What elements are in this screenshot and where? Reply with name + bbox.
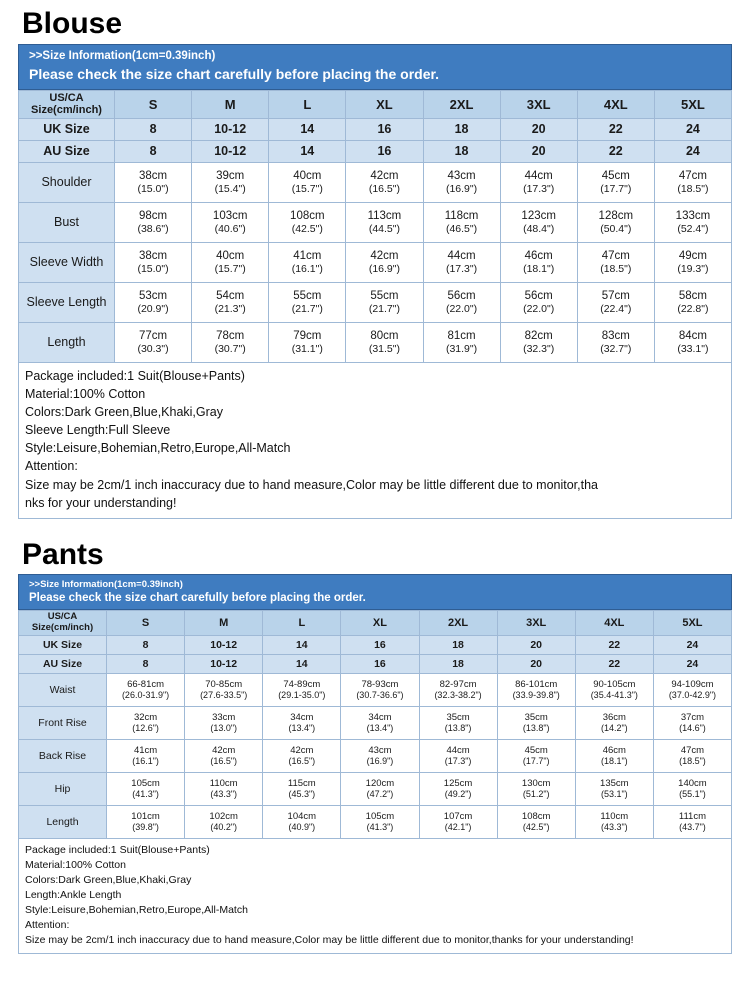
blouse-cell: 46cm (18.1") — [500, 242, 577, 282]
blouse-banner-notice: Please check the size chart carefully before placing the order. — [29, 65, 440, 82]
blouse-cell: 78cm (30.7") — [192, 322, 269, 362]
pants-row-label: Length — [19, 806, 107, 839]
pants-banner-notice: Please check the size chart carefully before placing the order. — [29, 592, 366, 605]
pants-cell: 43cm (16.9") — [341, 740, 419, 773]
blouse-cell: 56cm (22.0") — [500, 282, 577, 322]
blouse-row-label: Sleeve Width — [19, 242, 115, 282]
pants-cell: 42cm (16.5") — [263, 740, 341, 773]
blouse-row-label: Shoulder — [19, 162, 115, 202]
pants-cell: 94-109cm (37.0-42.9") — [653, 674, 731, 707]
pants-header-size: M — [185, 611, 263, 636]
pants-cell: 115cm (45.3") — [263, 773, 341, 806]
blouse-cell: 58cm (22.8") — [654, 282, 731, 322]
blouse-note-line: Material:100% Cotton — [25, 386, 146, 401]
blouse-cell: 54cm (21.3") — [192, 282, 269, 322]
blouse-cell: 38cm (15.0") — [115, 162, 192, 202]
blouse-cell: 44cm (17.3") — [423, 242, 500, 282]
pants-cell: 18 — [419, 636, 497, 655]
pants-cell: 110cm (43.3") — [185, 773, 263, 806]
blouse-cell: 44cm (17.3") — [500, 162, 577, 202]
blouse-note-line: Package included:1 Suit(Blouse+Pants) — [25, 368, 245, 383]
blouse-cell: 40cm (15.7") — [269, 162, 346, 202]
pants-cell: 46cm (18.1") — [575, 740, 653, 773]
blouse-cell: 24 — [654, 118, 731, 140]
pants-table-row — [19, 707, 732, 740]
pants-header-size-label: US/CA Size(cm/inch) — [19, 611, 107, 636]
pants-cell: 74-89cm (29.1-35.0") — [263, 674, 341, 707]
pants-note-line: Style:Leisure,Bohemian,Retro,Europe,All-Match — [25, 903, 248, 916]
blouse-cell: 123cm (48.4") — [500, 202, 577, 242]
blouse-cell: 49cm (19.3") — [654, 242, 731, 282]
pants-banner-info: >>Size Information(1cm=0.39inch) — [29, 579, 183, 591]
pants-cell: 24 — [653, 636, 731, 655]
blouse-header-size-label: US/CA Size(cm/inch) — [19, 90, 115, 118]
blouse-cell: 16 — [346, 140, 423, 162]
blouse-cell: 20 — [500, 118, 577, 140]
pants-cell: 107cm (42.1") — [419, 806, 497, 839]
pants-header-size: S — [107, 611, 185, 636]
blouse-note-line: Colors:Dark Green,Blue,Khaki,Gray — [25, 405, 223, 420]
blouse-header-size: 4XL — [577, 90, 654, 118]
pants-row-label: Front Rise — [19, 707, 107, 740]
blouse-section — [0, 44, 750, 519]
pants-cell: 10-12 — [185, 636, 263, 655]
pants-header-size: 4XL — [575, 611, 653, 636]
blouse-note-line: Sleeve Length:Full Sleeve — [25, 423, 171, 438]
blouse-row-label: UK Size — [19, 118, 115, 140]
pants-cell: 18 — [419, 655, 497, 674]
pants-notes — [18, 839, 732, 954]
blouse-banner — [18, 44, 732, 90]
pants-table-body — [19, 611, 732, 839]
blouse-table-row — [19, 162, 732, 202]
blouse-header-size: 3XL — [500, 90, 577, 118]
blouse-cell: 10-12 — [192, 140, 269, 162]
pants-cell: 20 — [497, 636, 575, 655]
blouse-cell: 108cm (42.5") — [269, 202, 346, 242]
blouse-table-row — [19, 282, 732, 322]
blouse-cell: 82cm (32.3") — [500, 322, 577, 362]
blouse-cell: 18 — [423, 118, 500, 140]
blouse-row-label: Sleeve Length — [19, 282, 115, 322]
pants-header-size: 3XL — [497, 611, 575, 636]
blouse-cell: 39cm (15.4") — [192, 162, 269, 202]
pants-row-label: AU Size — [19, 655, 107, 674]
pants-banner — [18, 574, 732, 610]
pants-cell: 8 — [107, 655, 185, 674]
pants-header-size: 2XL — [419, 611, 497, 636]
blouse-table-row — [19, 322, 732, 362]
pants-cell: 41cm (16.1") — [107, 740, 185, 773]
blouse-row-label: Bust — [19, 202, 115, 242]
pants-cell: 33cm (13.0") — [185, 707, 263, 740]
blouse-cell: 18 — [423, 140, 500, 162]
blouse-header-size: L — [269, 90, 346, 118]
blouse-cell: 22 — [577, 118, 654, 140]
pants-cell: 86-101cm (33.9-39.8") — [497, 674, 575, 707]
pants-cell: 10-12 — [185, 655, 263, 674]
blouse-header-size: S — [115, 90, 192, 118]
pants-cell: 44cm (17.3") — [419, 740, 497, 773]
blouse-cell: 43cm (16.9") — [423, 162, 500, 202]
pants-table-row — [19, 655, 732, 674]
pants-cell: 110cm (43.3") — [575, 806, 653, 839]
pants-cell: 82-97cm (32.3-38.2") — [419, 674, 497, 707]
pants-cell: 101cm (39.8") — [107, 806, 185, 839]
blouse-cell: 83cm (32.7") — [577, 322, 654, 362]
pants-cell: 16 — [341, 636, 419, 655]
blouse-cell: 113cm (44.5") — [346, 202, 423, 242]
blouse-cell: 133cm (52.4") — [654, 202, 731, 242]
pants-header-size: L — [263, 611, 341, 636]
blouse-cell: 24 — [654, 140, 731, 162]
pants-row-label: Hip — [19, 773, 107, 806]
blouse-cell: 22 — [577, 140, 654, 162]
pants-header-size: 5XL — [653, 611, 731, 636]
pants-table-row — [19, 773, 732, 806]
pants-cell: 20 — [497, 655, 575, 674]
pants-cell: 34cm (13.4") — [263, 707, 341, 740]
blouse-cell: 38cm (15.0") — [115, 242, 192, 282]
pants-cell: 35cm (13.8") — [419, 707, 497, 740]
pants-cell: 37cm (14.6") — [653, 707, 731, 740]
pants-title: Pants — [22, 537, 104, 571]
pants-cell: 105cm (41.3") — [107, 773, 185, 806]
blouse-cell: 45cm (17.7") — [577, 162, 654, 202]
pants-cell: 24 — [653, 655, 731, 674]
blouse-banner-info: >>Size Information(1cm=0.39inch) — [29, 49, 216, 62]
blouse-cell: 8 — [115, 118, 192, 140]
blouse-cell: 42cm (16.9") — [346, 242, 423, 282]
pants-cell: 108cm (42.5") — [497, 806, 575, 839]
pants-cell: 45cm (17.7") — [497, 740, 575, 773]
blouse-header-size: 5XL — [654, 90, 731, 118]
pants-cell: 70-85cm (27.6-33.5") — [185, 674, 263, 707]
blouse-note-line: Style:Leisure,Bohemian,Retro,Europe,All-Match — [25, 441, 291, 456]
pants-row-label: Back Rise — [19, 740, 107, 773]
pants-cell: 125cm (49.2") — [419, 773, 497, 806]
pants-cell: 14 — [263, 655, 341, 674]
pants-cell: 104cm (40.9") — [263, 806, 341, 839]
blouse-cell: 77cm (30.3") — [115, 322, 192, 362]
pants-table-row — [19, 740, 732, 773]
pants-cell: 14 — [263, 636, 341, 655]
pants-header-row — [19, 611, 732, 636]
pants-cell: 32cm (12.6") — [107, 707, 185, 740]
blouse-cell: 55cm (21.7") — [346, 282, 423, 322]
pants-cell: 22 — [575, 655, 653, 674]
blouse-cell: 81cm (31.9") — [423, 322, 500, 362]
blouse-cell: 10-12 — [192, 118, 269, 140]
pants-cell: 130cm (51.2") — [497, 773, 575, 806]
pants-cell: 22 — [575, 636, 653, 655]
blouse-size-table — [18, 90, 732, 363]
pants-table-row — [19, 636, 732, 655]
blouse-cell: 118cm (46.5") — [423, 202, 500, 242]
blouse-note-line: Attention: — [25, 459, 78, 474]
pants-cell: 120cm (47.2") — [341, 773, 419, 806]
pants-cell: 8 — [107, 636, 185, 655]
pants-header-size: XL — [341, 611, 419, 636]
pants-cell: 36cm (14.2") — [575, 707, 653, 740]
pants-note-line: Attention: — [25, 918, 70, 931]
blouse-header-size: M — [192, 90, 269, 118]
pants-note-line: Size may be 2cm/1 inch inaccuracy due to hand measure,Color may be little different due to monitor,thanks for your understanding! — [25, 933, 634, 946]
pants-note-line: Material:100% Cotton — [25, 859, 126, 872]
blouse-note-line: nks for your understanding! — [25, 495, 177, 510]
blouse-table-body — [19, 90, 732, 362]
blouse-cell: 40cm (15.7") — [192, 242, 269, 282]
blouse-cell: 103cm (40.6") — [192, 202, 269, 242]
pants-cell: 42cm (16.5") — [185, 740, 263, 773]
pants-row-label: UK Size — [19, 636, 107, 655]
blouse-cell: 16 — [346, 118, 423, 140]
pants-cell: 111cm (43.7") — [653, 806, 731, 839]
blouse-cell: 20 — [500, 140, 577, 162]
pants-cell: 78-93cm (30.7-36.6") — [341, 674, 419, 707]
blouse-cell: 79cm (31.1") — [269, 322, 346, 362]
pants-table-row — [19, 806, 732, 839]
pants-cell: 102cm (40.2") — [185, 806, 263, 839]
blouse-table-row — [19, 202, 732, 242]
blouse-cell: 47cm (18.5") — [577, 242, 654, 282]
pants-cell: 35cm (13.8") — [497, 707, 575, 740]
blouse-row-label: AU Size — [19, 140, 115, 162]
blouse-cell: 14 — [269, 118, 346, 140]
blouse-cell: 57cm (22.4") — [577, 282, 654, 322]
blouse-title: Blouse — [22, 7, 123, 40]
blouse-cell: 41cm (16.1") — [269, 242, 346, 282]
pants-cell: 135cm (53.1") — [575, 773, 653, 806]
blouse-table-row — [19, 242, 732, 282]
blouse-cell: 55cm (21.7") — [269, 282, 346, 322]
blouse-cell: 14 — [269, 140, 346, 162]
blouse-header-row — [19, 90, 732, 118]
pants-cell: 90-105cm (35.4-41.3") — [575, 674, 653, 707]
pants-note-line: Colors:Dark Green,Blue,Khaki,Gray — [25, 873, 192, 886]
pants-note-line: Package included:1 Suit(Blouse+Pants) — [25, 844, 210, 857]
blouse-cell: 80cm (31.5") — [346, 322, 423, 362]
blouse-notes — [18, 363, 732, 519]
blouse-header-size: 2XL — [423, 90, 500, 118]
pants-cell: 66-81cm (26.0-31.9") — [107, 674, 185, 707]
blouse-cell: 84cm (33.1") — [654, 322, 731, 362]
pants-cell: 140cm (55.1") — [653, 773, 731, 806]
blouse-table-row — [19, 140, 732, 162]
pants-cell: 105cm (41.3") — [341, 806, 419, 839]
blouse-cell: 128cm (50.4") — [577, 202, 654, 242]
pants-row-label: Waist — [19, 674, 107, 707]
blouse-cell: 47cm (18.5") — [654, 162, 731, 202]
blouse-cell: 98cm (38.6") — [115, 202, 192, 242]
pants-section — [0, 574, 750, 954]
pants-cell: 34cm (13.4") — [341, 707, 419, 740]
blouse-row-label: Length — [19, 322, 115, 362]
blouse-cell: 8 — [115, 140, 192, 162]
blouse-header-size: XL — [346, 90, 423, 118]
pants-cell: 16 — [341, 655, 419, 674]
blouse-note-line: Size may be 2cm/1 inch inaccuracy due to hand measure,Color may be little different due to monitor,tha — [25, 477, 598, 492]
blouse-cell: 42cm (16.5") — [346, 162, 423, 202]
blouse-cell: 56cm (22.0") — [423, 282, 500, 322]
pants-table-row — [19, 674, 732, 707]
blouse-cell: 53cm (20.9") — [115, 282, 192, 322]
blouse-table-row — [19, 118, 732, 140]
pants-cell: 47cm (18.5") — [653, 740, 731, 773]
pants-note-line: Length:Ankle Length — [25, 888, 122, 901]
pants-size-table — [18, 610, 732, 839]
